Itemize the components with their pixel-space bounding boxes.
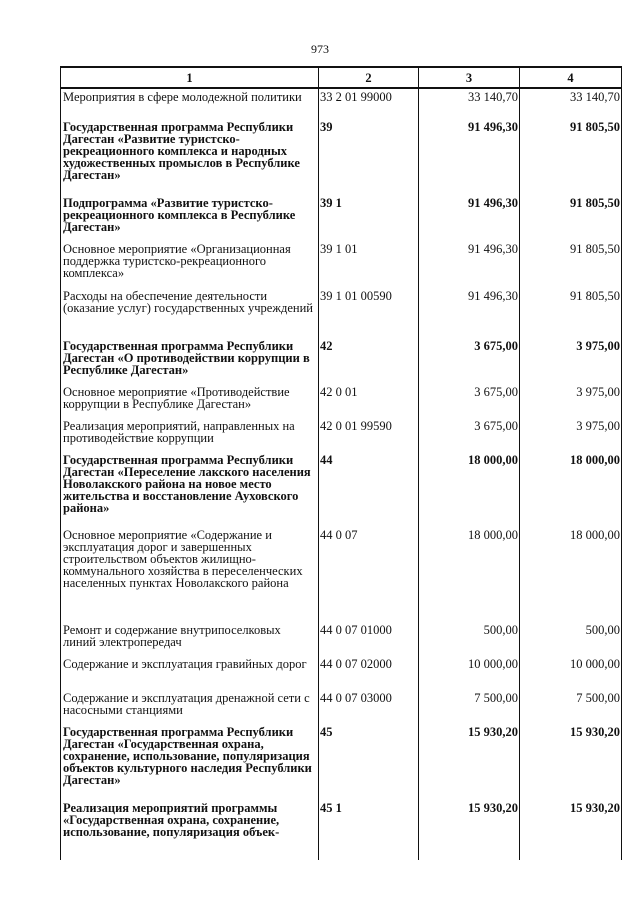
row-value-col4-cell: 500,00 — [520, 622, 622, 656]
row-name-cell: Содержание и эксплуатация гравийных дорог — [61, 656, 319, 690]
row-value-col4-cell: 3 975,00 — [520, 418, 622, 452]
row-value-col3-cell: 10 000,00 — [419, 656, 520, 690]
row-value-col3-cell: 3 675,00 — [419, 418, 520, 452]
row-name-cell: Мероприятия в сфере молодежной политики — [61, 88, 319, 119]
row-name-cell: Государственная программа Республики Дагестан «Переселение лакского населения Новолакского района на новое место жительства и восстановление Ауховского района» — [61, 452, 319, 527]
table-row — [61, 288, 622, 338]
row-value-col4-cell: 91 805,50 — [520, 241, 622, 288]
row-value-col3-cell: 91 496,30 — [419, 241, 520, 288]
row-value-col3-cell: 500,00 — [419, 622, 520, 656]
row-value-col3-cell: 91 496,30 — [419, 288, 520, 338]
row-value-col3-cell: 7 500,00 — [419, 690, 520, 724]
row-name-cell: Основное мероприятие «Организационная поддержка туристско-рекреационного комплекса» — [61, 241, 319, 288]
row-value-col4-cell: 3 975,00 — [520, 384, 622, 418]
row-code-cell: 39 — [319, 119, 419, 195]
row-name-cell: Реализация мероприятий программы «Государственная охрана, сохранение, использование, популяризация объек- — [61, 800, 319, 860]
table-body — [61, 88, 622, 860]
row-code-cell: 39 1 01 00590 — [319, 288, 419, 338]
row-value-col4-cell: 91 805,50 — [520, 288, 622, 338]
row-value-col4-cell: 91 805,50 — [520, 195, 622, 241]
row-code-cell: 44 — [319, 452, 419, 527]
row-value-col4-cell: 91 805,50 — [520, 119, 622, 195]
row-name-cell: Основное мероприятие «Содержание и эксплуатация дорог и завершенных строительством объектов жилищно-коммунального хозяйства в переселенческих населенных пунктах Новолакского района — [61, 527, 319, 622]
row-code-cell: 42 0 01 — [319, 384, 419, 418]
row-code-cell: 33 2 01 99000 — [319, 88, 419, 119]
row-name-cell: Государственная программа Республики Дагестан «Развитие туристско-рекреационного комплекса и народных художественных промыслов в Республике Дагестан» — [61, 119, 319, 195]
row-value-col3-cell: 33 140,70 — [419, 88, 520, 119]
column-header-1: 1 — [61, 67, 319, 88]
row-value-col3-cell: 18 000,00 — [419, 527, 520, 622]
row-code-cell: 45 — [319, 724, 419, 800]
row-code-cell: 39 1 — [319, 195, 419, 241]
row-value-col4-cell: 7 500,00 — [520, 690, 622, 724]
row-name-cell: Содержание и эксплуатация дренажной сети с насосными станциями — [61, 690, 319, 724]
table-row — [61, 724, 622, 800]
table-row — [61, 88, 622, 119]
row-code-cell: 44 0 07 03000 — [319, 690, 419, 724]
row-value-col3-cell: 18 000,00 — [419, 452, 520, 527]
row-name-cell: Государственная программа Республики Дагестан «О противодействии коррупции в Республике Дагестан» — [61, 338, 319, 384]
row-value-col3-cell: 91 496,30 — [419, 195, 520, 241]
column-header-3: 3 — [419, 67, 520, 88]
column-header-4: 4 — [520, 67, 622, 88]
row-code-cell: 39 1 01 — [319, 241, 419, 288]
row-name-cell: Государственная программа Республики Дагестан «Государственная охрана, сохранение, использование, популяризация объектов культурного наследия Республики Дагестан» — [61, 724, 319, 800]
row-name-cell: Основное мероприятие «Противодействие коррупции в Республике Дагестан» — [61, 384, 319, 418]
page-number: 973 — [311, 42, 329, 56]
budget-table — [60, 66, 622, 860]
row-value-col4-cell: 10 000,00 — [520, 656, 622, 690]
column-header-2: 2 — [319, 67, 419, 88]
table-row — [61, 195, 622, 241]
row-value-col4-cell: 15 930,20 — [520, 724, 622, 800]
table-row — [61, 119, 622, 195]
row-value-col3-cell: 91 496,30 — [419, 119, 520, 195]
row-name-cell: Подпрограмма «Развитие туристско-рекреационного комплекса в Республике Дагестан» — [61, 195, 319, 241]
row-code-cell: 44 0 07 02000 — [319, 656, 419, 690]
table-header-row — [61, 67, 622, 88]
table-row — [61, 338, 622, 384]
row-code-cell: 44 0 07 01000 — [319, 622, 419, 656]
table-row — [61, 452, 622, 527]
row-name-cell: Ремонт и содержание внутрипоселковых линий электропередач — [61, 622, 319, 656]
table-row — [61, 527, 622, 622]
row-code-cell: 45 1 — [319, 800, 419, 860]
table-row — [61, 690, 622, 724]
row-code-cell: 42 — [319, 338, 419, 384]
table-row — [61, 656, 622, 690]
row-value-col3-cell: 3 675,00 — [419, 384, 520, 418]
budget-table-container — [60, 66, 621, 860]
row-value-col3-cell: 15 930,20 — [419, 800, 520, 860]
row-name-cell: Реализация мероприятий, направленных на противодействие коррупции — [61, 418, 319, 452]
table-row — [61, 800, 622, 860]
row-value-col4-cell: 3 975,00 — [520, 338, 622, 384]
row-value-col4-cell: 15 930,20 — [520, 800, 622, 860]
table-row — [61, 418, 622, 452]
table-row — [61, 384, 622, 418]
table-row — [61, 241, 622, 288]
row-code-cell: 42 0 01 99590 — [319, 418, 419, 452]
row-code-cell: 44 0 07 — [319, 527, 419, 622]
row-value-col3-cell: 3 675,00 — [419, 338, 520, 384]
row-value-col4-cell: 18 000,00 — [520, 452, 622, 527]
row-name-cell: Расходы на обеспечение деятельности (оказание услуг) государственных учреждений — [61, 288, 319, 338]
row-value-col4-cell: 18 000,00 — [520, 527, 622, 622]
row-value-col4-cell: 33 140,70 — [520, 88, 622, 119]
row-value-col3-cell: 15 930,20 — [419, 724, 520, 800]
table-row — [61, 622, 622, 656]
